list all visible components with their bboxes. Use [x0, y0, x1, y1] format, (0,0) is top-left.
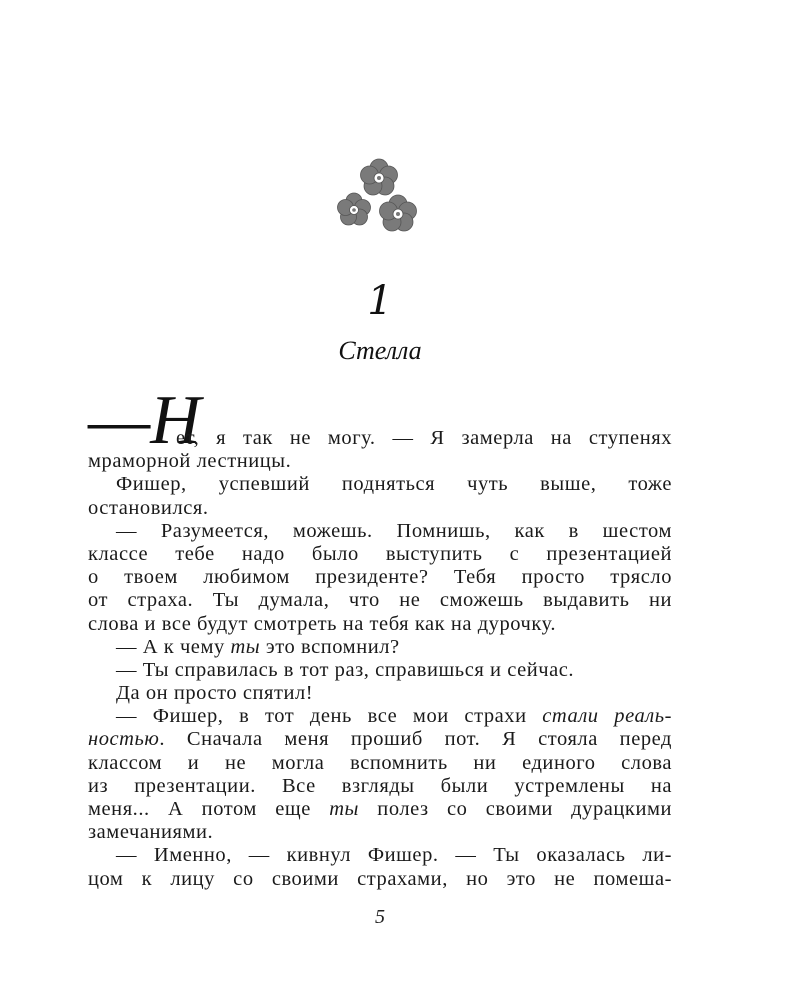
text-line: слова и все будут смотреть на тебя как на дурочку. — [88, 612, 557, 635]
body-text — [88, 427, 672, 891]
text-line: классом и не могла вспомнить ни единого слова — [88, 751, 672, 774]
text-line: цом к лицу со своими страхами, но это не помеша- — [88, 867, 672, 890]
text-line: ет, я так не могу. — Я замерла на ступенях — [176, 427, 672, 449]
text-line: классе тебе надо было выступить с презентацией — [88, 542, 672, 565]
chapter-title: Стелла — [338, 336, 422, 365]
text-line: замечаниями. — [88, 821, 214, 844]
text-line: от страха. Ты думала, что не сможешь выдавить ни — [88, 589, 672, 612]
text-line: о твоем любимом президенте? Тебя просто трясло — [88, 566, 672, 589]
chapter-number: 1 — [367, 278, 393, 324]
flower-ornament-icon — [334, 158, 424, 238]
text-line: меня... А потом еще ты полез со своими дурацкими — [88, 798, 673, 820]
text-line: — А к чему ты это вспомнил? — [116, 635, 400, 658]
text-line: — Фишер, в тот день все мои страхи стали реаль- — [116, 705, 672, 728]
text-line: — Именно, — кивнул Фишер. — Ты оказалась ли- — [116, 844, 672, 867]
drop-cap: —Н — [88, 382, 201, 459]
text-line: — Разумеется, можешь. Помнишь, как в шестом — [116, 519, 672, 542]
text-line: Да он просто спятил! — [116, 682, 314, 705]
text-line: — Ты справилась в тот раз, справишься и сейчас. — [116, 658, 575, 681]
text-line: ностью. Сначала меня прошиб пот. Я стояла перед — [88, 728, 672, 751]
text-line: остановился. — [88, 496, 209, 519]
text-line: мраморной лестницы. — [88, 450, 292, 473]
text-line: из презентации. Все взгляды были устремлены на — [88, 774, 672, 797]
text-line: Фишер, успевший подняться чуть выше, тоже — [116, 473, 672, 496]
page-number: 5 — [375, 906, 385, 928]
